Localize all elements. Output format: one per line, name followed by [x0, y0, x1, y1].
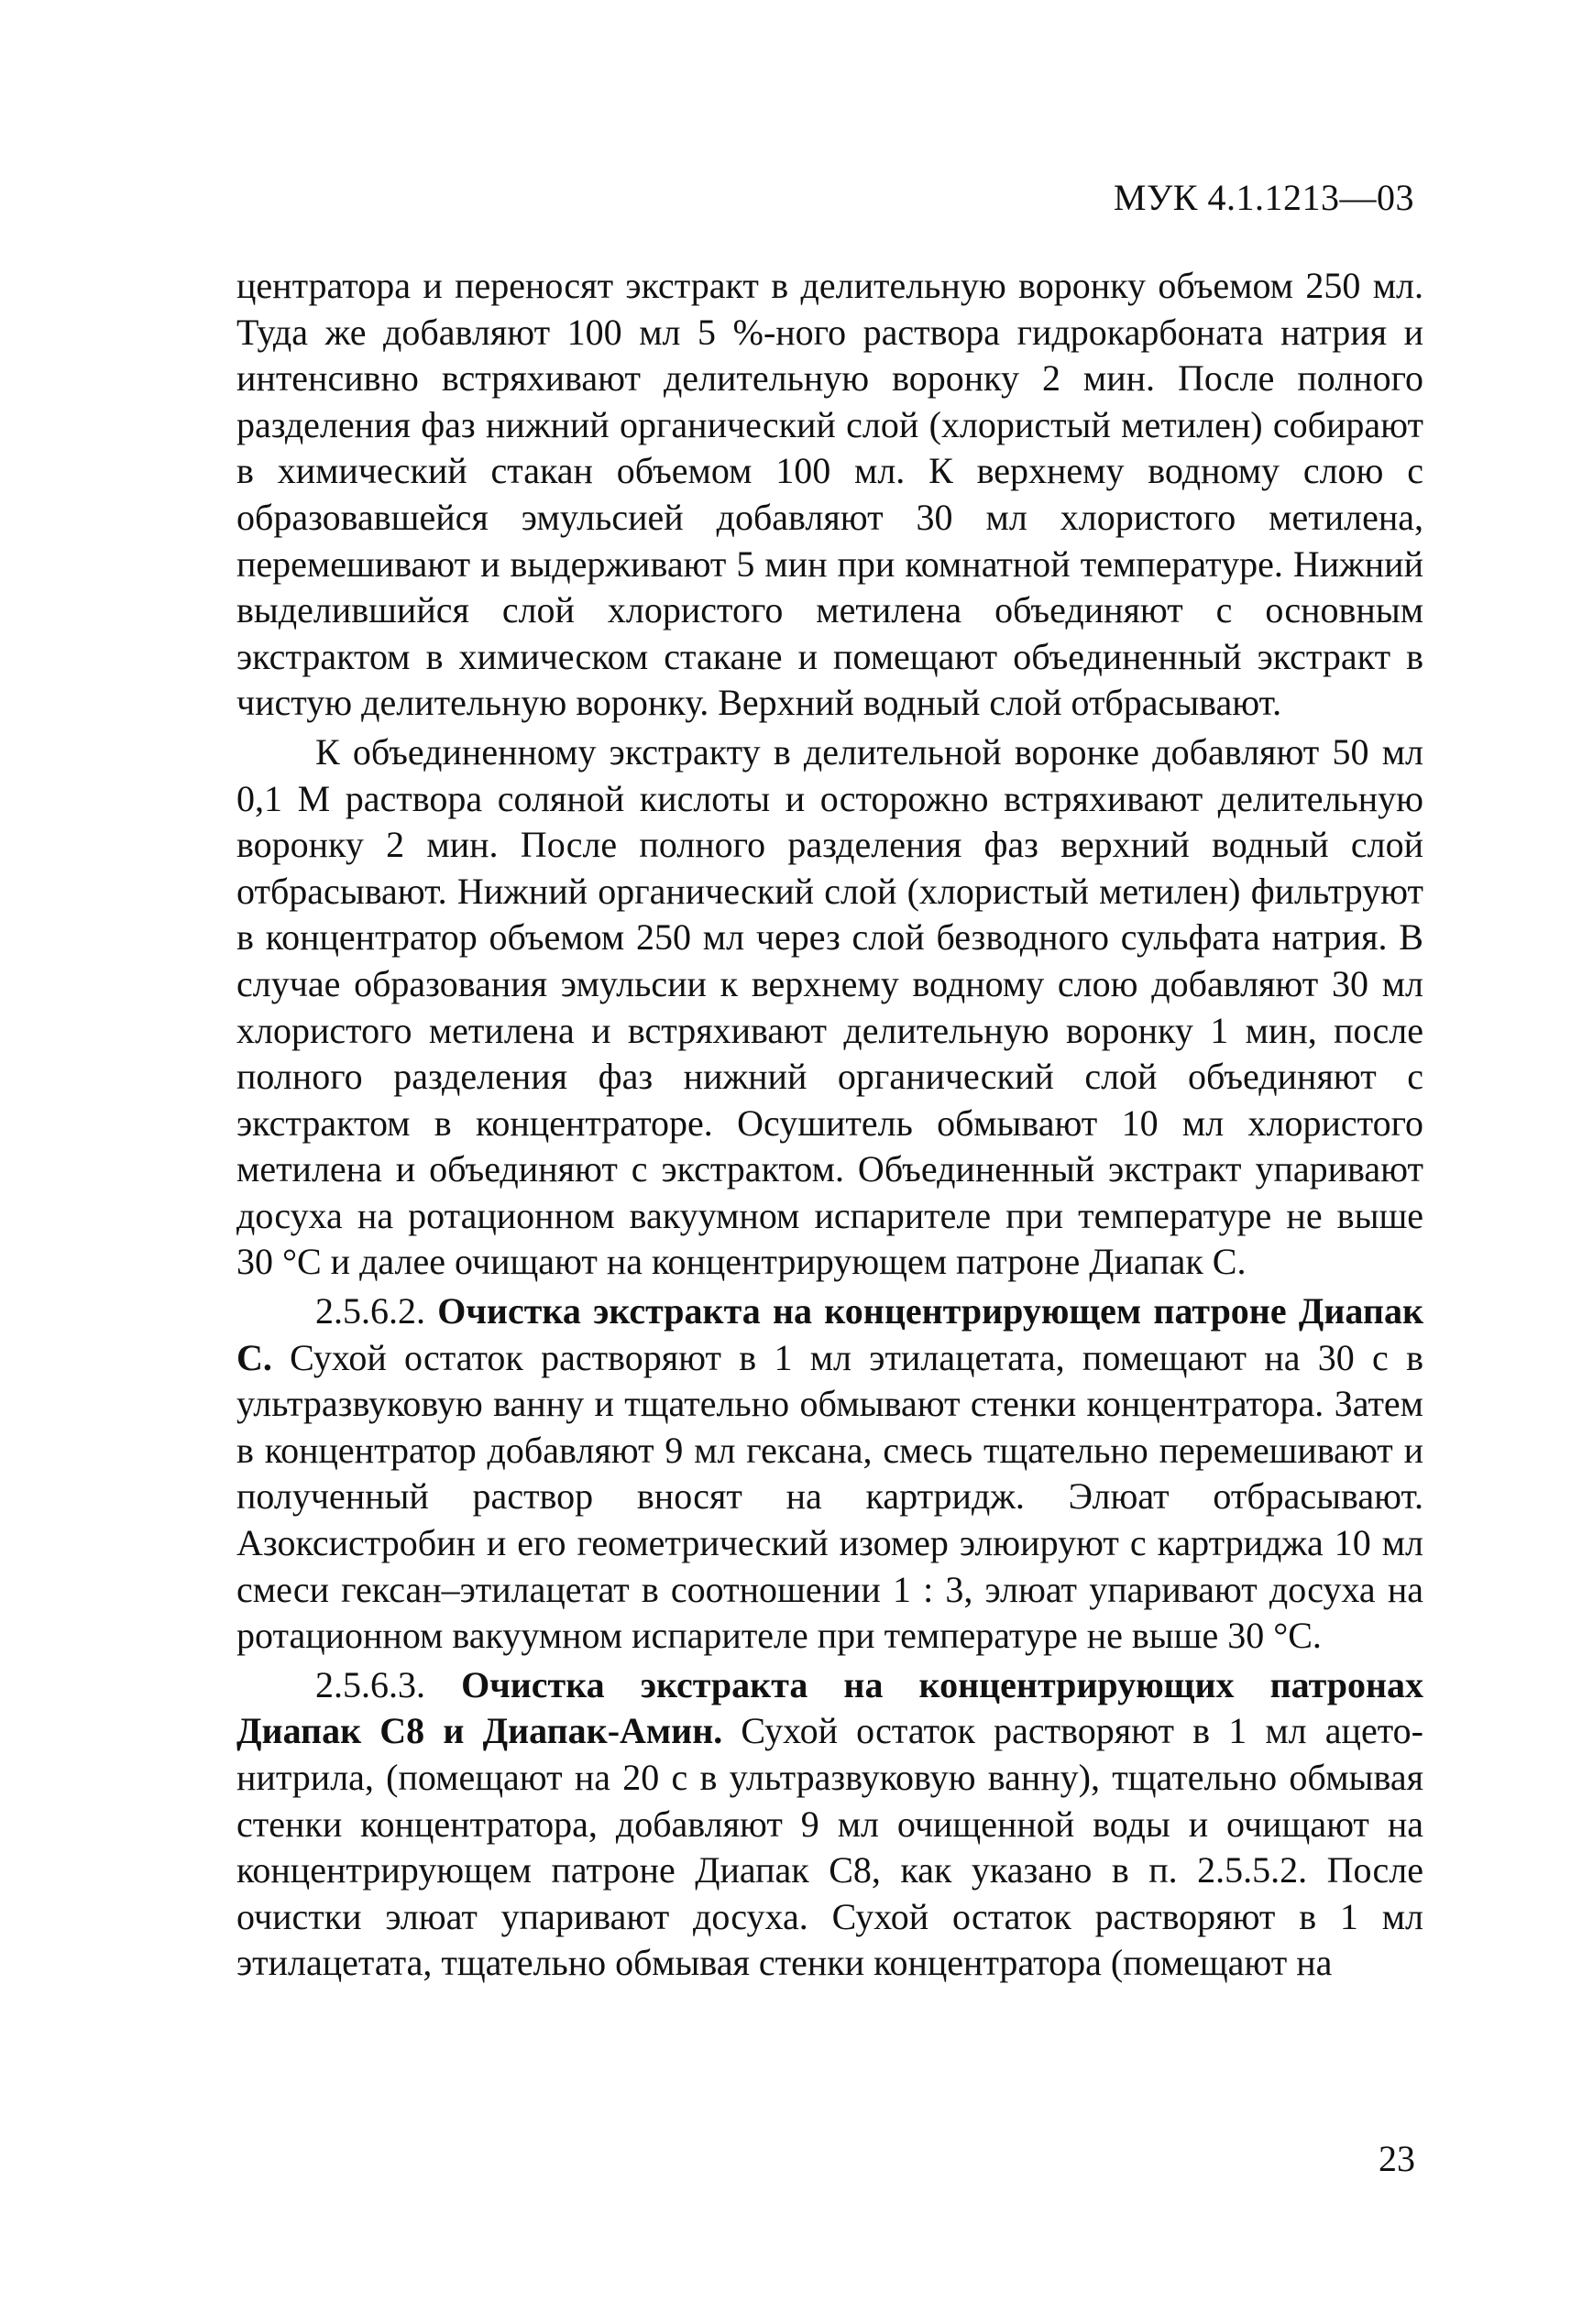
page-number: 23	[1379, 2138, 1415, 2179]
section-text: Сухой остаток растворяют в 1 мл ацетонитрила, (помещают на 20 с в ультразвуковую ванну), тщательно обмывая стенки концентратора, добавляют 9 мл очищенной воды и очищают на концентрирующем патроне Диапак С8, как указано в п. 2.5.5.2. После очистки элюат упаривают досуха. Сухой остаток растворяют в 1 мл этилацетата, тщательно обмывая стенки концентратора (помещают на	[236, 1710, 1423, 1984]
document-code-header: МУК 4.1.1213—03	[1113, 177, 1414, 218]
section-heading: Очистка экстракта на концентрирующих патронах Диапак С8 и Диапак-Амин.	[236, 1663, 1424, 1752]
paragraph-continuation: центратора и переносят экстракт в делительную воронку объемом 250 мл. Туда же добавляют 100 мл 5 %-ного раствора гидрокарбоната натрия и интенсивно встряхивают делительную воронку 2 мин. После полного разделения фаз нижний органический слой (хлористый метилен) собирают в химический стакан объемом 100 мл. К верхнему водному слою с образовавшейся эмульсией добавляют 30 мл хлористого метилена, перемешивают и выдерживают 5 мин при комнатной температуре. Нижний выделившийся слой хлористого метилена объединяют с основным экстрактом в химическом стакане и помещают объединенный экстракт в чистую делительную воронку. Верхний водный слой отбрасывают.	[236, 265, 1423, 724]
section-2-5-6-3	[236, 1662, 1423, 1987]
section-number: 2.5.6.3.	[315, 1663, 462, 1705]
page-body	[236, 263, 1423, 1987]
section-heading: Очистка экстракта на концентрирующем патроне Диапак С.	[236, 1290, 1423, 1378]
section-number: 2.5.6.2.	[315, 1290, 438, 1332]
section-text: Сухой остаток растворяют в 1 мл этилацетата, помещают на 30 с в ультразвуковую ванну и тщательно обмывают стенки концентратора. Затем в концентратор добавляют 9 мл гексана, смесь тщательно перемешивают и полученный раствор вносят на картридж. Элюат отбрасывают. Азоксистробин и его геометрический изомер элюируют с картриджа 10 мл смеси гексан–этилацетат в соотношении 1 : 3, элюат упаривают досуха на ротационном вакуумном испарителе при температуре не выше 30 °С.	[236, 1336, 1423, 1657]
section-2-5-6-2	[236, 1288, 1423, 1660]
paragraph-acid-wash: К объединенному экстракту в делительной воронке добавляют 50 мл 0,1 М раствора соляной кислоты и осторожно встряхивают делительную воронку 2 мин. После полного разделения фаз верхний водный слой отбрасывают. Нижний органический слой (хлористый метилен) фильтруют в концентратор объемом 250 мл через слой безводного сульфата натрия. В случае образования эмульсии к верхнему водному слою добавляют 30 мл хлористого метилена и встряхивают делительную воронку 1 мин, после полного разделения фаз нижний органический слой объединяют с экстрактом в концентраторе. Осушитель обмывают 10 мл хлористого метилена и объединяют с экстрактом. Объединенный экстракт упаривают досуха на ротационном вакуумном испарителе при температуре не выше 30 °С и далее очищают на концентрирующем патроне Диапак С.	[236, 730, 1423, 1283]
